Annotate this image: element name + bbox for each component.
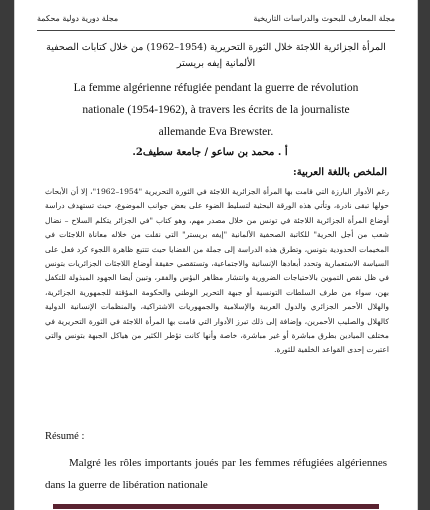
document-page — [14, 0, 418, 510]
french-title-line-1: La femme algérienne réfugiée pendant la guerre de révolution — [73, 82, 359, 94]
abstract-heading: الملخص باللغة العربية: — [293, 167, 387, 178]
arabic-abstract-text: رغم الأدوار البارزة التي قامت بها المرأة الجزائرية اللاجئة في الثورة التحريرية "1954–1962"، إلا أن الأبحاث حولها تبقى نادرة، وتأتي هذه الورقة البحثية لتسليط الضوء على بعض جوانب الموضوع، حيث تستهدف دراسة أوضاع المرأة الجزائرية اللاجئة في تونس من خلال مصدر مهم، وهو كتاب "في الجزائر يتكلم السلاح – نضال شعب من أجل الحرية" للكاتبة الصحفية الألمانية "إيفه بريستر" التي نقلت من خلاله معاناة اللاجئات في المخيمات الحدودية بتونس، وتطرق هذه الدراسة إلى جملة من القضايا حيث تتتبع ظاهرة اللجوء كرد فعل على السياسة الاستعمارية وتحدد أبعادها الإنسانية والاجتماعية، وتستقصي حقيقة أوضاع اللاجئات الجزائريات بتونس في ظل نقص التموين بالاحتياجات الضرورية وانتشار مظاهر البؤس والفقر، وتبين أيضا الجهود المبذولة للتكفل بهن، سواء من طرف السلطات التونسية أو جبهة التحرير الوطني والحكومة المؤقتة للجمهورية الجزائرية، والهلال الأحمر الجزائري والدول العربية والإسلامية والجمهوريات الاشتراكية، والمنظمات الإنسانية الدولية كالهلال والصليب الأحمرين، وإضافة إلى ذلك تبرز الأدوار التي قامت بها المرأة اللاجئة في الثورة التحريرية في مختلف الميادين بطرق مباشرة أو غير مباشرة، خاصة وأنها كانت تؤطر الكثير من هياكل الجبهة بتونس والتي اعتبرت إحدى القواعد الخلفية للثورة. — [45, 187, 390, 355]
journal-type: مجلة دورية دولية محكمة — [37, 14, 119, 23]
french-abstract-text: Malgré les rôles importants joués par les femmes réfugiées algériennes dans la guerre de libération nationale — [45, 457, 387, 491]
french-abstract — [45, 452, 387, 496]
header-divider — [37, 30, 395, 31]
footer-bar — [53, 504, 379, 509]
journal-header — [37, 14, 395, 30]
resume-heading: Résumé : — [45, 431, 85, 442]
journal-name: مجلة المعارف للبحوث والدراسات التاريخية — [253, 14, 395, 23]
arabic-abstract — [45, 185, 389, 358]
arabic-title: المرأة الجزائرية اللاجئة خلال الثورة التحريرية (1954–1962) من خلال كتابات الصحفية الألمانية إيفه بريستر — [46, 42, 386, 69]
author-line: أ . محمد بن ساعو / جامعة سطيف2. — [132, 147, 288, 158]
french-title — [45, 77, 387, 143]
french-title-line-2: nationale (1954-1962), à travers les écrits de la journaliste — [82, 104, 350, 116]
french-title-line-3: allemande Eva Brewster. — [158, 126, 274, 138]
